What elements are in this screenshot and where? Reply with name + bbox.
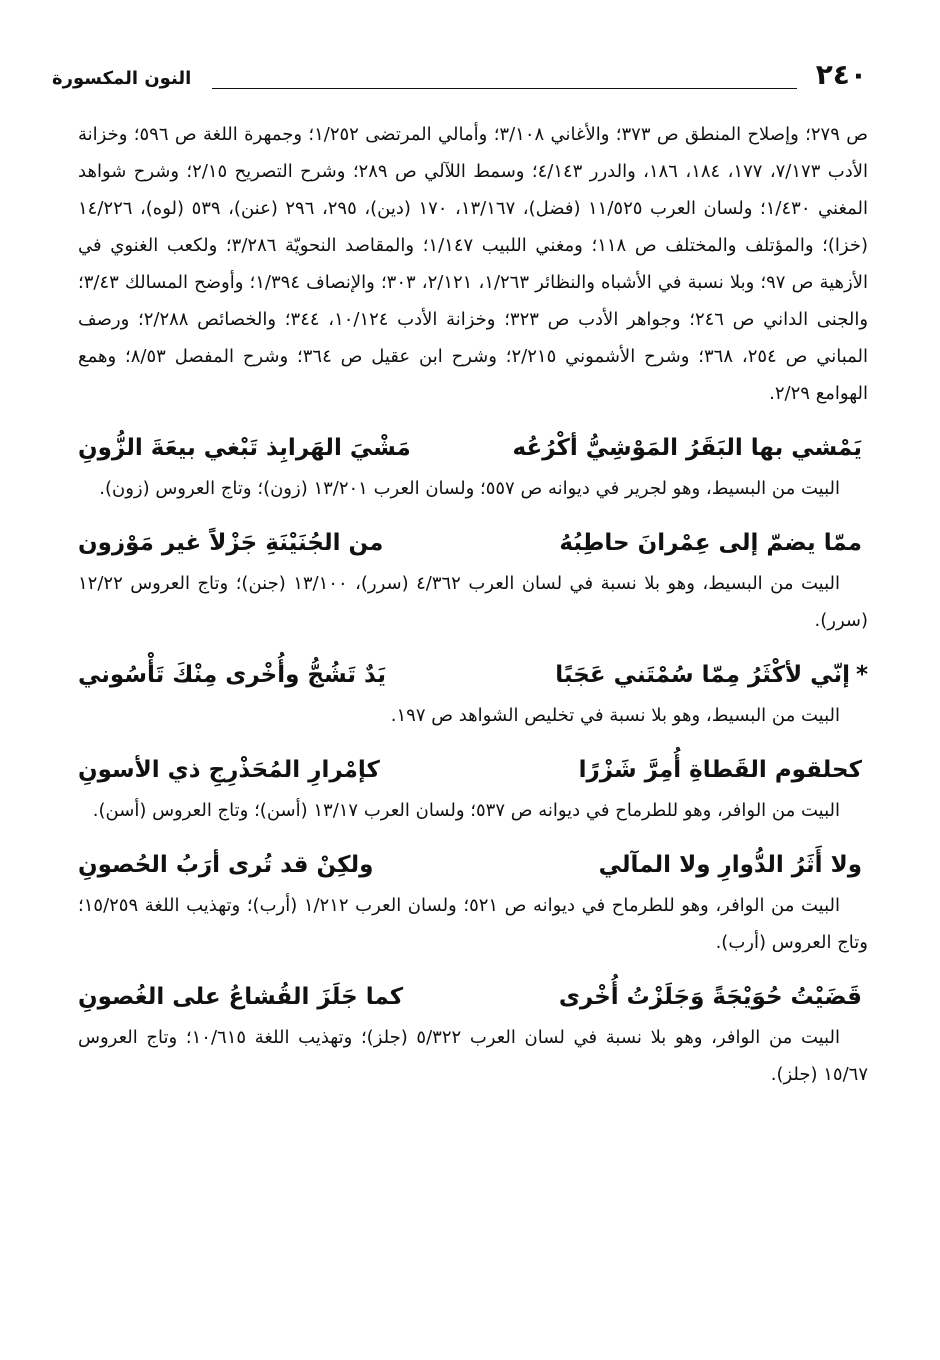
verse-first-half <box>513 426 868 470</box>
verse-line <box>78 653 868 697</box>
header-rule <box>212 88 797 89</box>
verse-second-half: كما جَلَزَ القُشاعُ على الغُصونِ <box>78 984 404 1010</box>
verse-first-half-text: يَمْشي بها البَقَرُ المَوْشِيُّ أكْرُعُه <box>512 435 862 461</box>
page-number: ٢٤٠ <box>815 58 867 91</box>
verse-second-half: من الجُنَيْنَةِ جَزْلاً غير مَوْزون <box>78 530 384 556</box>
verse-second-half: مَشْيَ الهَرابِذ تَبْغي بيعَةَ الزُّونِ <box>78 435 411 461</box>
verse-note: البيت من البسيط، وهو بلا نسبة في تخليص الشواهد ص ١٩٧. <box>390 705 840 726</box>
intro-note: ص ٢٧٩؛ وإصلاح المنطق ص ٣٧٣؛ والأغاني ٣/١٠٨؛ وأمالي المرتضى ١/٢٥٢؛ وجمهرة اللغة ص ٥٩٦؛ وخزانة الأدب ٧/١٧٣، ١٧٧، ١٨٤، ١٨٦، والدرر ٤/١٤٣؛ وسمط اللآلي ص ٢٨٩؛ وشرح التصريح ٢/١٥؛ وشرح شواهد المغني ١/٤٣٠؛ ولسان العرب ١١/٥٢٥ (فضل)، ١٣/١٦٧، ١٧٠ (دين)، ٢٩٥، ٢٩٦ (عنن)، ٥٣٩ (لوه)، ١٤/٢٢٦ (خزا)؛ والمؤتلف والمختلف ص ١١٨؛ ومغني اللبيب ١/١٤٧؛ والمقاصد النحويّة ٣/٢٨٦؛ ولكعب الغنوي في الأزهية ص ٩٧؛ وبلا نسبة في الأشباه والنظائر ١/٢٦٣، ٢/١٢١، ٣٠٣؛ والإنصاف ١/٣٩٤؛ وأوضح المسالك ٣/٤٣؛ والجنى الداني ص ٢٤٦؛ وجواهر الأدب ص ٣٢٣؛ وخزانة الأدب ١٠/١٢٤، ٣٤٤؛ والخصائص ٢/٢٨٨؛ ورصف المباني ص ٢٥٤، ٣٦٨؛ وشرح الأشموني ٢/٢١٥؛ وشرح ابن عقيل ص ٣٦٤؛ وشرح المفصل ٨/٥٣؛ وهمع الهوامع ٢/٢٩. <box>78 124 869 404</box>
verse-entry <box>78 975 868 1093</box>
verse-entry <box>78 843 868 961</box>
verse-first-half <box>559 975 868 1019</box>
verse-first-half <box>555 653 868 697</box>
verse-first-half-text: ولا أَثَرُ الدُّوارِ ولا المآلي <box>598 852 862 878</box>
verse-first-half <box>579 748 868 792</box>
verse-line <box>78 975 868 1019</box>
verse-line <box>78 843 868 887</box>
verse-first-half-text: ممّا يضمّ إلى عِمْرانَ حاطِبُهُ <box>559 530 862 556</box>
verse-first-half <box>559 521 868 565</box>
verse-second-half: كإمْرارِ المُحَذْرِجِ ذي الأسونِ <box>78 757 380 783</box>
verse-star: * <box>855 662 868 688</box>
verse-note: البيت من الوافر، وهو للطرماح في ديوانه ص ٥٢١؛ ولسان العرب ١/٢١٢ (أرب)؛ وتهذيب اللغة ١٥/٢٥٩؛ وتاج العروس (أرب). <box>78 895 868 953</box>
verse-note: البيت من البسيط، وهو لجرير في ديوانه ص ٥٥٧؛ ولسان العرب ١٣/٢٠١ (زون)؛ وتاج العروس (زون). <box>99 478 840 499</box>
page-content <box>78 116 868 1093</box>
verse-first-half-text: قَضَيْتُ حُوَيْجَةً وَجَلَزْتُ أُخْرى <box>558 984 862 1010</box>
verse-entry <box>78 748 868 829</box>
verse-first-half-text: كحلقوم القَطاةِ أُمِرَّ شَزْرًا <box>578 757 862 783</box>
verse-note: البيت من الوافر، وهو بلا نسبة في لسان العرب ٥/٣٢٢ (جلز)؛ وتهذيب اللغة ١٠/٦١٥؛ وتاج العروس ١٥/٦٧ (جلز). <box>78 1027 868 1085</box>
verse-first-half <box>599 843 868 887</box>
verse-line <box>78 748 868 792</box>
verse-line <box>78 426 868 470</box>
verse-first-half-text: إنّي لأكْثَرُ مِمّا سُمْتَني عَجَبًا <box>555 662 850 688</box>
verse-entry <box>78 521 868 639</box>
verse-entry <box>78 653 868 734</box>
verse-note: البيت من الوافر، وهو للطرماح في ديوانه ص ٥٣٧؛ ولسان العرب ١٣/١٧ (أسن)؛ وتاج العروس (أسن). <box>92 800 840 821</box>
verse-note: البيت من البسيط، وهو بلا نسبة في لسان العرب ٤/٣٦٢ (سرر)، ١٣/١٠٠ (جنن)؛ وتاج العروس ١٢/٢٢ (سرر). <box>78 573 868 631</box>
running-title: النون المكسورة <box>52 68 192 89</box>
verse-second-half: يَدٌ تَشُجُّ وأُخْرى مِنْكَ تَأْسُوني <box>78 662 386 688</box>
verse-second-half: ولكِنْ قد تُرى أرَبُ الحُصونِ <box>78 852 374 878</box>
verse-entry <box>78 426 868 507</box>
verse-line <box>78 521 868 565</box>
page-header <box>52 58 867 98</box>
